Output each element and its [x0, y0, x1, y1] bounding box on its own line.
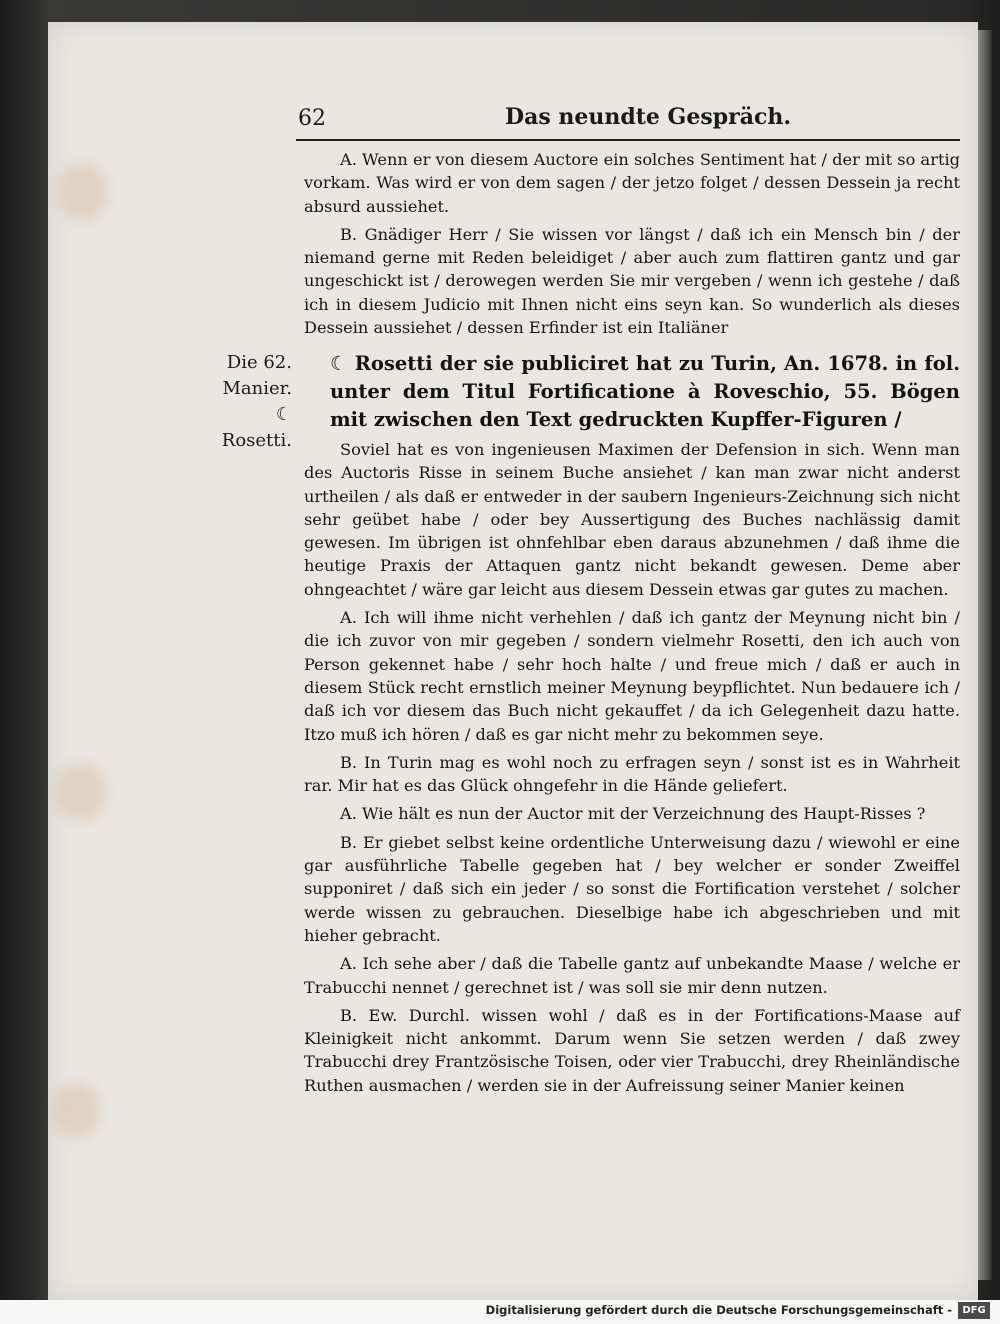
moon-symbol: ☾ [330, 352, 348, 375]
dfg-logo: DFG [958, 1302, 990, 1319]
paragraph: B. Er giebet selbst keine ordentliche Unterweisung dazu / wiewohl er eine gar ausführliche Tabelle gegeben hat / bey welcher er sonder Zweiffel supponiret / daß sich ein jeder / so sonst die Fortification verstehet / solcher werde wissen zu gebrauchen. Dieselbige habe ich abgeschrieben und mit hieher gebracht. [304, 832, 960, 945]
body-text-block [304, 438, 960, 1102]
running-title: Das neundte Gespräch. [505, 104, 792, 130]
margin-note-line: Die 62. [226, 352, 292, 373]
paragraph: B. In Turin mag es wohl noch zu erfragen seyn / sonst ist es in Wahrheit rar. Mir hat es das Glück ohngefehr in die Hände geliefert. [304, 752, 960, 796]
paragraph: B. Gnädiger Herr / Sie wissen vor längst / daß ich ein Mensch bin / der niemand gerne mit Reden beleidiget / aber auch zum flattiren gantz und gar ungeschickt ist / derowegen werden Sie mir vergeben / wenn ich gestehe / daß ich in diesem Judicio mit Ihnen nicht eins seyn kan. So wunderlich als dieses Dessein aussiehet / dessen Erfinder ist ein Italiäner [304, 224, 960, 338]
paper-stain [58, 162, 108, 222]
paragraph: Soviel hat es von ingenieusen Maximen der Defension in sich. Wenn man des Auctoris Risse in seinem Buche ansiehet / kan man zwar nicht anderst urtheilen / als daß er entweder in der saubern Ingenieurs-Zeichnung sich nicht sehr geübet habe / oder bey Aussertigung des Buches nachlässig damit gewesen. Im übrigen ist ohnfehlbar eben daraus abzunehmen / daß ihme die heutige Praxis der Attaquen gantz nicht bekandt gewesen. Deme aber ohngeachtet / wäre gar leicht aus diesem Dessein etwas gar gutes zu machen. [304, 440, 960, 599]
top-text-block [304, 148, 960, 344]
margin-note-line: Manier. [222, 378, 292, 399]
page-number: 62 [298, 106, 326, 131]
paragraph: B. Ew. Durchl. wissen wohl / daß es in der Fortifications-Maase auf Kleinigkeit nicht ankommt. Darum wenn Sie setzen werden / daß zwey Trabucchi drey Frantzösische Toisen, oder vier Trabucchi, drey Rheinländische Ruthen ausmachen / werden sie in der Aufreissung seiner Manier keinen [304, 1005, 960, 1095]
page-edge [978, 30, 992, 1280]
paragraph: A. Ich will ihme nicht verhehlen / daß ich gantz der Meynung nicht bin / die ich zuvor von mir gegeben / sondern vielmehr Rosetti, den ich auch von Person gekennet habe / sehr hoch halte / und freue mich / daß er auch in diesem Stück recht ernstlich meiner Meynung beypflichtet. Nun bedauere ich / daß ich vor diesem das Buch nicht gekauffet / da ich Gelegenheit dazu hatte. Itzo muß ich hören / daß es gar nicht mehr zu bekommen seye. [304, 608, 960, 744]
paragraph: A. Wenn er von diesem Auctore ein solches Sentiment hat / der mit so artig vorkam. Was wird er von dem sagen / der jetzo folget / dessen Dessein ja recht absurd aussiehet. [304, 150, 960, 216]
header-rule [296, 139, 960, 141]
paragraph: A. Ich sehe aber / daß die Tabelle gantz auf unbekandte Maase / welche er Trabucchi nennet / gerechnet ist / was soll sie mir denn nutzen. [304, 954, 960, 997]
paper-stain [56, 762, 106, 822]
margin-note [196, 350, 292, 454]
paragraph: A. Wie hält es nun der Auctor mit der Verzeichnung des Haupt-Risses ? [340, 804, 926, 824]
moon-symbol: ☾ [275, 404, 292, 425]
paper-stain [54, 1082, 100, 1138]
footer-credit: Digitalisierung gefördert durch die Deutsche Forschungsgemeinschaft - [485, 1303, 952, 1317]
margin-note-line: Rosetti. [221, 430, 292, 451]
section-heading [330, 350, 960, 434]
section-heading-text: Rosetti der sie publiciret hat zu Turin, An. 1678. in fol. unter dem Titul Fortificatione à Roveschio, 55. Bögen mit zwischen den Text gedruckten Kupffer-Figuren / [330, 352, 960, 431]
